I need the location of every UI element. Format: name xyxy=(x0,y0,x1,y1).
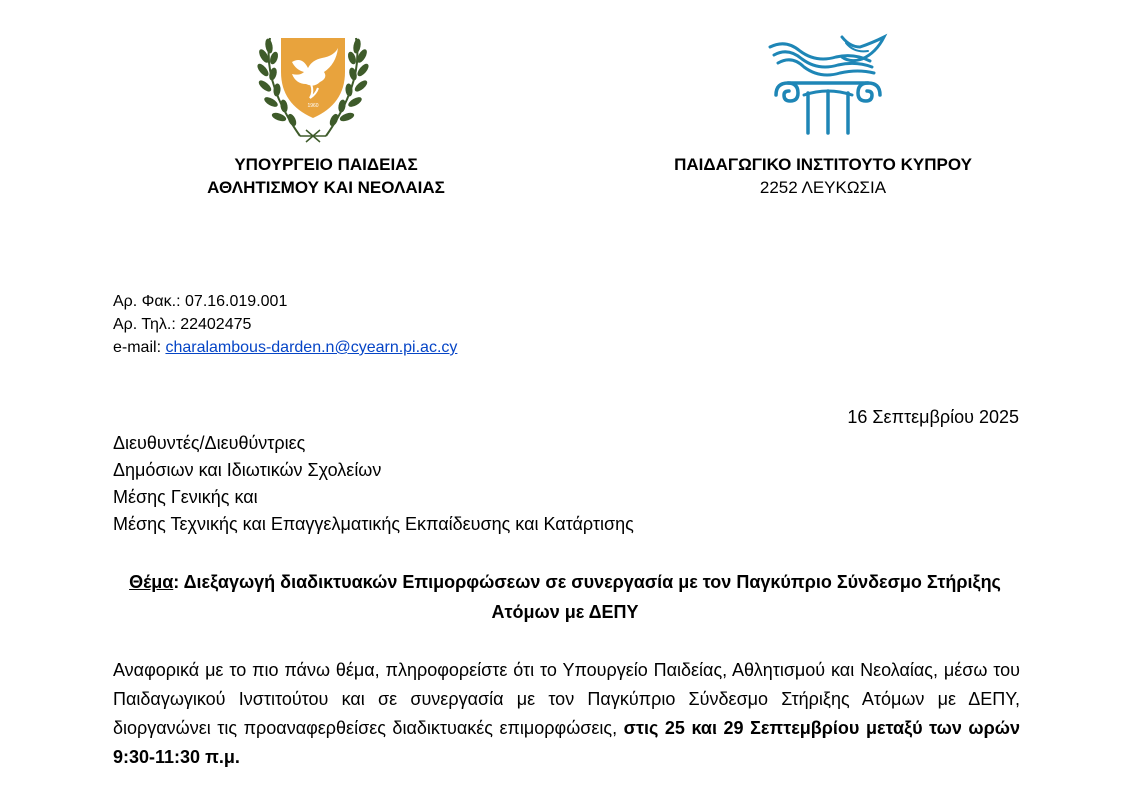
email-link[interactable]: charalambous-darden.n@cyearn.pi.ac.cy xyxy=(165,339,458,356)
body-bold-dates: στις 25 και 29 Σεπτεμβρίου μεταξύ των ωρών 9:30-11:30 π.μ. xyxy=(113,718,1020,767)
body-text: Αναφορικά με το πιο πάνω θέμα, πληροφορείστε ότι το Υπουργείο Παιδείας, Αθλητισμού και Νεολαίας, μέσω του Παιδαγωγικού Ινστιτούτου και σε συνεργασία με τον Παγκύπριο Σύνδεσμο Στήριξης Ατόμων με ΔΕΠΥ, διοργανώνει τις προαναφερθείσες διαδικτυακές επιμορφώσεις, xyxy=(113,660,1020,738)
emblem-year: 1960 xyxy=(307,103,319,109)
cyprus-emblem-icon xyxy=(256,32,370,144)
letter-date: 16 Σεπτεμβρίου 2025 xyxy=(847,407,1019,427)
subject-text: : Διεξαγωγή διαδικτυακών Επιμορφώσεων σε συνεργασία με τον Παγκύπριο Σύνδεσμο Στήριξης Ατόμων με ΔΕΠΥ xyxy=(173,572,1001,622)
recipients-block xyxy=(113,430,634,538)
phone-number: Αρ. Τηλ.: 22402475 xyxy=(113,316,252,333)
subject-label: Θέμα xyxy=(129,572,174,592)
file-number: Αρ. Φακ.: 07.16.019.001 xyxy=(113,293,288,310)
recipient-line: Διευθυντές/Διευθύντριες xyxy=(113,433,306,453)
reference-block xyxy=(113,290,457,359)
ministry-header xyxy=(186,153,466,199)
email-label: e-mail: xyxy=(113,339,166,356)
volute-right xyxy=(858,83,880,101)
institute-header xyxy=(640,153,1006,199)
body-paragraph xyxy=(113,656,1020,772)
pedagogical-institute-logo-icon xyxy=(764,33,892,139)
volute-left xyxy=(776,83,798,101)
recipient-line: Δημόσιων και Ιδιωτικών Σχολείων xyxy=(113,460,382,480)
institute-address: 2252 ΛΕΥΚΩΣΙΑ xyxy=(759,178,887,197)
subject-line xyxy=(110,567,1020,627)
recipient-line: Μέσης Γενικής και xyxy=(113,487,258,507)
email-line xyxy=(113,336,457,359)
institute-name: ΠΑΙΔΑΓΩΓΙΚΟ ΙΝΣΤΙΤΟΥΤΟ ΚΥΠΡΟΥ xyxy=(674,155,972,174)
ministry-name-line2: ΑΘΛΗΤΙΣΜΟΥ ΚΑΙ ΝΕΟΛΑΙΑΣ xyxy=(207,178,445,197)
recipient-line: Μέσης Τεχνικής και Επαγγελματικής Εκπαίδευσης και Κατάρτισης xyxy=(113,514,634,534)
ministry-name-line1: ΥΠΟΥΡΓΕΙΟ ΠΑΙΔΕΙΑΣ xyxy=(234,155,418,174)
